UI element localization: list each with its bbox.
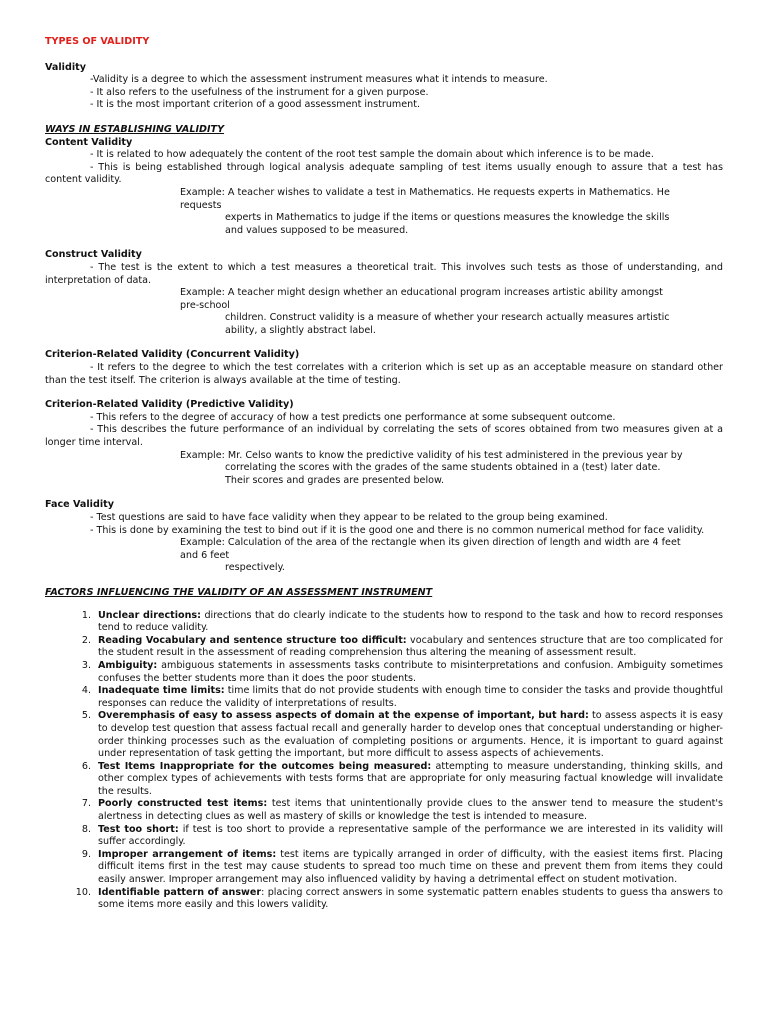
factor-number: 10. [75, 886, 91, 898]
factor-text: test items that unintentionally provide clues to the answer tend to measure the student's alertness in detecting clues as well as mastery of skills or knowledge the test is intended to measure. [98, 798, 724, 823]
factor-lead: Inadequate time limits: [98, 685, 225, 697]
concurrent-validity-heading: Criterion-Related Validity (Concurrent Validity) [45, 349, 300, 361]
validity-line-3: - It is the most important criterion of a good assessment instrument. [90, 99, 421, 111]
predictive-validity-heading: Criterion-Related Validity (Predictive Validity) [45, 399, 294, 411]
factor-item [45, 610, 723, 635]
factor-text: directions that do clearly indicate to the students how to respond to the task and how to record responses tend to reduce validity. [98, 609, 723, 634]
factor-number: 6. [81, 760, 91, 772]
factor-item [45, 824, 723, 849]
factors-heading: FACTORS INFLUENCING THE VALIDITY OF AN ASSESSMENT INSTRUMENT [45, 586, 433, 598]
factor-text: vocabulary and sentences structure that are too complicated for the student result in the assessment of reading comprehension thus altering the meaning of assessment result. [98, 634, 723, 659]
content-validity-example [45, 187, 723, 237]
concurrent-validity-line-1: - It refers to the degree to which the test correlates with a criterion which is set up as an acceptable measure on standard other than the test itself. The criterion is always available at the time of testing. [45, 362, 723, 386]
predictive-validity-example [45, 450, 723, 488]
factor-text: attempting to measure understanding, thinking skills, and other complex types of achievements with tests forms that are appropriate for only measuring factual knowledge will invalidate the results. [98, 760, 723, 797]
factor-lead: Improper arrangement of items: [98, 848, 277, 860]
content-example-text: Example: A teacher wishes to validate a test in Mathematics. He requests experts in Mathematics. He requests [180, 186, 670, 211]
factor-item [45, 710, 723, 760]
factor-text: time limits that do not provide students with enough time to consider the tasks and provide thoughtful responses can reduce the validity of interpretations of results. [98, 685, 723, 709]
factor-item [45, 761, 723, 799]
validity-line-1: -Validity is a degree to which the assessment instrument measures what it intends to measure. [90, 74, 548, 86]
factor-number: 3. [81, 659, 91, 671]
factor-text: test items are typically arranged in order of difficulty, with the easiest items first. Placing difficult items first in the test may cause students to spread too much time on these and prevent them from items they could easily answer. Improper arrangement may also influenced validity by having a detrimental effect on student motivation. [98, 848, 723, 886]
predictive-validity-line-2: - This describes the future performance of an individual by correlating the sets of scores obtained from two measures given at a longer time interval. [45, 424, 723, 449]
factor-text: ambiguous statements in assessments tasks contribute to misinterpretations and confusion. Ambiguity sometimes confuses the better students more than it does the poor students. [98, 659, 723, 684]
predictive-example-rest: correlating the scores with the grades of the same students obtained in a (test) later date. Their scores and grades are presented below. [225, 462, 661, 486]
factor-number: 8. [81, 823, 91, 835]
factor-lead: Test too short: [98, 823, 179, 835]
factor-lead: Overemphasis of easy to assess aspects of domain at the expense of important, but hard: [98, 710, 589, 722]
factor-number: 4. [81, 685, 91, 697]
factor-text: if test is too short to provide a representative sample of the performance we are interested in its validity will suffer accordingly. [98, 823, 724, 848]
factor-item [45, 660, 723, 685]
factor-text: : placing correct answers in some systematic pattern enables students to guess tha answers to some items more easily and this lowers validity. [98, 886, 723, 911]
ways-heading: WAYS IN ESTABLISHING VALIDITY [45, 123, 225, 135]
factor-item [45, 685, 723, 710]
content-example-rest: experts in Mathematics to judge if the items or questions measures the knowledge the skills and values supposed to be measured. [225, 212, 670, 236]
document-title: TYPES OF VALIDITY [45, 36, 150, 47]
factor-number: 1. [81, 609, 91, 621]
factors-list [45, 610, 723, 912]
face-example-text: Example: Calculation of the area of the rectangle when its given direction of length and width are 4 feet and 6 feet [180, 537, 681, 561]
face-validity-heading: Face Validity [45, 499, 114, 511]
face-example-rest: respectively. [225, 562, 285, 574]
face-validity-line-2: - This is done by examining the test to bind out if it is the good one and there is no common numerical method for face validity. [90, 524, 705, 536]
predictive-validity-line-1: - This refers to the degree of accuracy of how a test predicts one performance at some subsequent outcome. [90, 411, 616, 423]
construct-example-text: Example: A teacher might design whether an educational program increases artistic ability amongst pre-school [180, 287, 663, 311]
factor-text: to assess aspects it is easy to develop test question that assess factual recall and generally harder to develop ones that conceptual understanding or higher-order thinking processes such as the evaluation of completing positions or arguments. Hence, it is important to guard against under representation of task getting the important, but more difficult to assess aspects of achievements. [98, 710, 724, 760]
factor-number: 9. [81, 848, 91, 860]
construct-validity-line-1: - The test is the extent to which a test measures a theoretical trait. This involves such tests as those of understanding, and interpretation of data. [45, 261, 723, 286]
factor-lead: Reading Vocabulary and sentence structure too difficult: [98, 634, 407, 646]
factor-number: 2. [81, 634, 91, 646]
factor-item [45, 635, 723, 660]
content-validity-line-2: - This is being established through logical analysis adequate sampling of test items usually enough to assure that a test has content validity. [45, 161, 723, 186]
validity-line-2: - It also refers to the usefulness of the instrument for a given purpose. [90, 86, 429, 98]
factor-lead: Ambiguity: [98, 659, 158, 671]
factor-item [45, 887, 723, 912]
factor-item [45, 798, 723, 823]
predictive-example-text: Example: Mr. Celso wants to know the predictive validity of his test administered in the previous year by [180, 449, 683, 461]
validity-heading: Validity [45, 61, 86, 73]
factor-lead: Unclear directions: [98, 609, 201, 621]
factor-lead: Identifiable pattern of answer [98, 886, 262, 898]
factor-number: 5. [81, 710, 91, 722]
face-validity-example [45, 537, 723, 575]
factor-number: 7. [81, 798, 91, 810]
factor-lead: Poorly constructed test items: [98, 798, 268, 810]
content-validity-line-1: - It is related to how adequately the content of the root test sample the domain about which inference is to be made. [90, 149, 654, 161]
factor-lead: Test Items Inappropriate for the outcomes being measured: [98, 760, 432, 772]
content-validity-heading: Content Validity [45, 136, 133, 148]
construct-validity-heading: Construct Validity [45, 249, 142, 261]
construct-example-rest: children. Construct validity is a measure of whether your research actually measures artistic ability, a slightly abstract label. [225, 312, 670, 336]
construct-validity-example [45, 287, 723, 337]
face-validity-line-1: - Test questions are said to have face validity when they appear to be related to the group being examined. [90, 512, 608, 523]
factor-item [45, 849, 723, 887]
